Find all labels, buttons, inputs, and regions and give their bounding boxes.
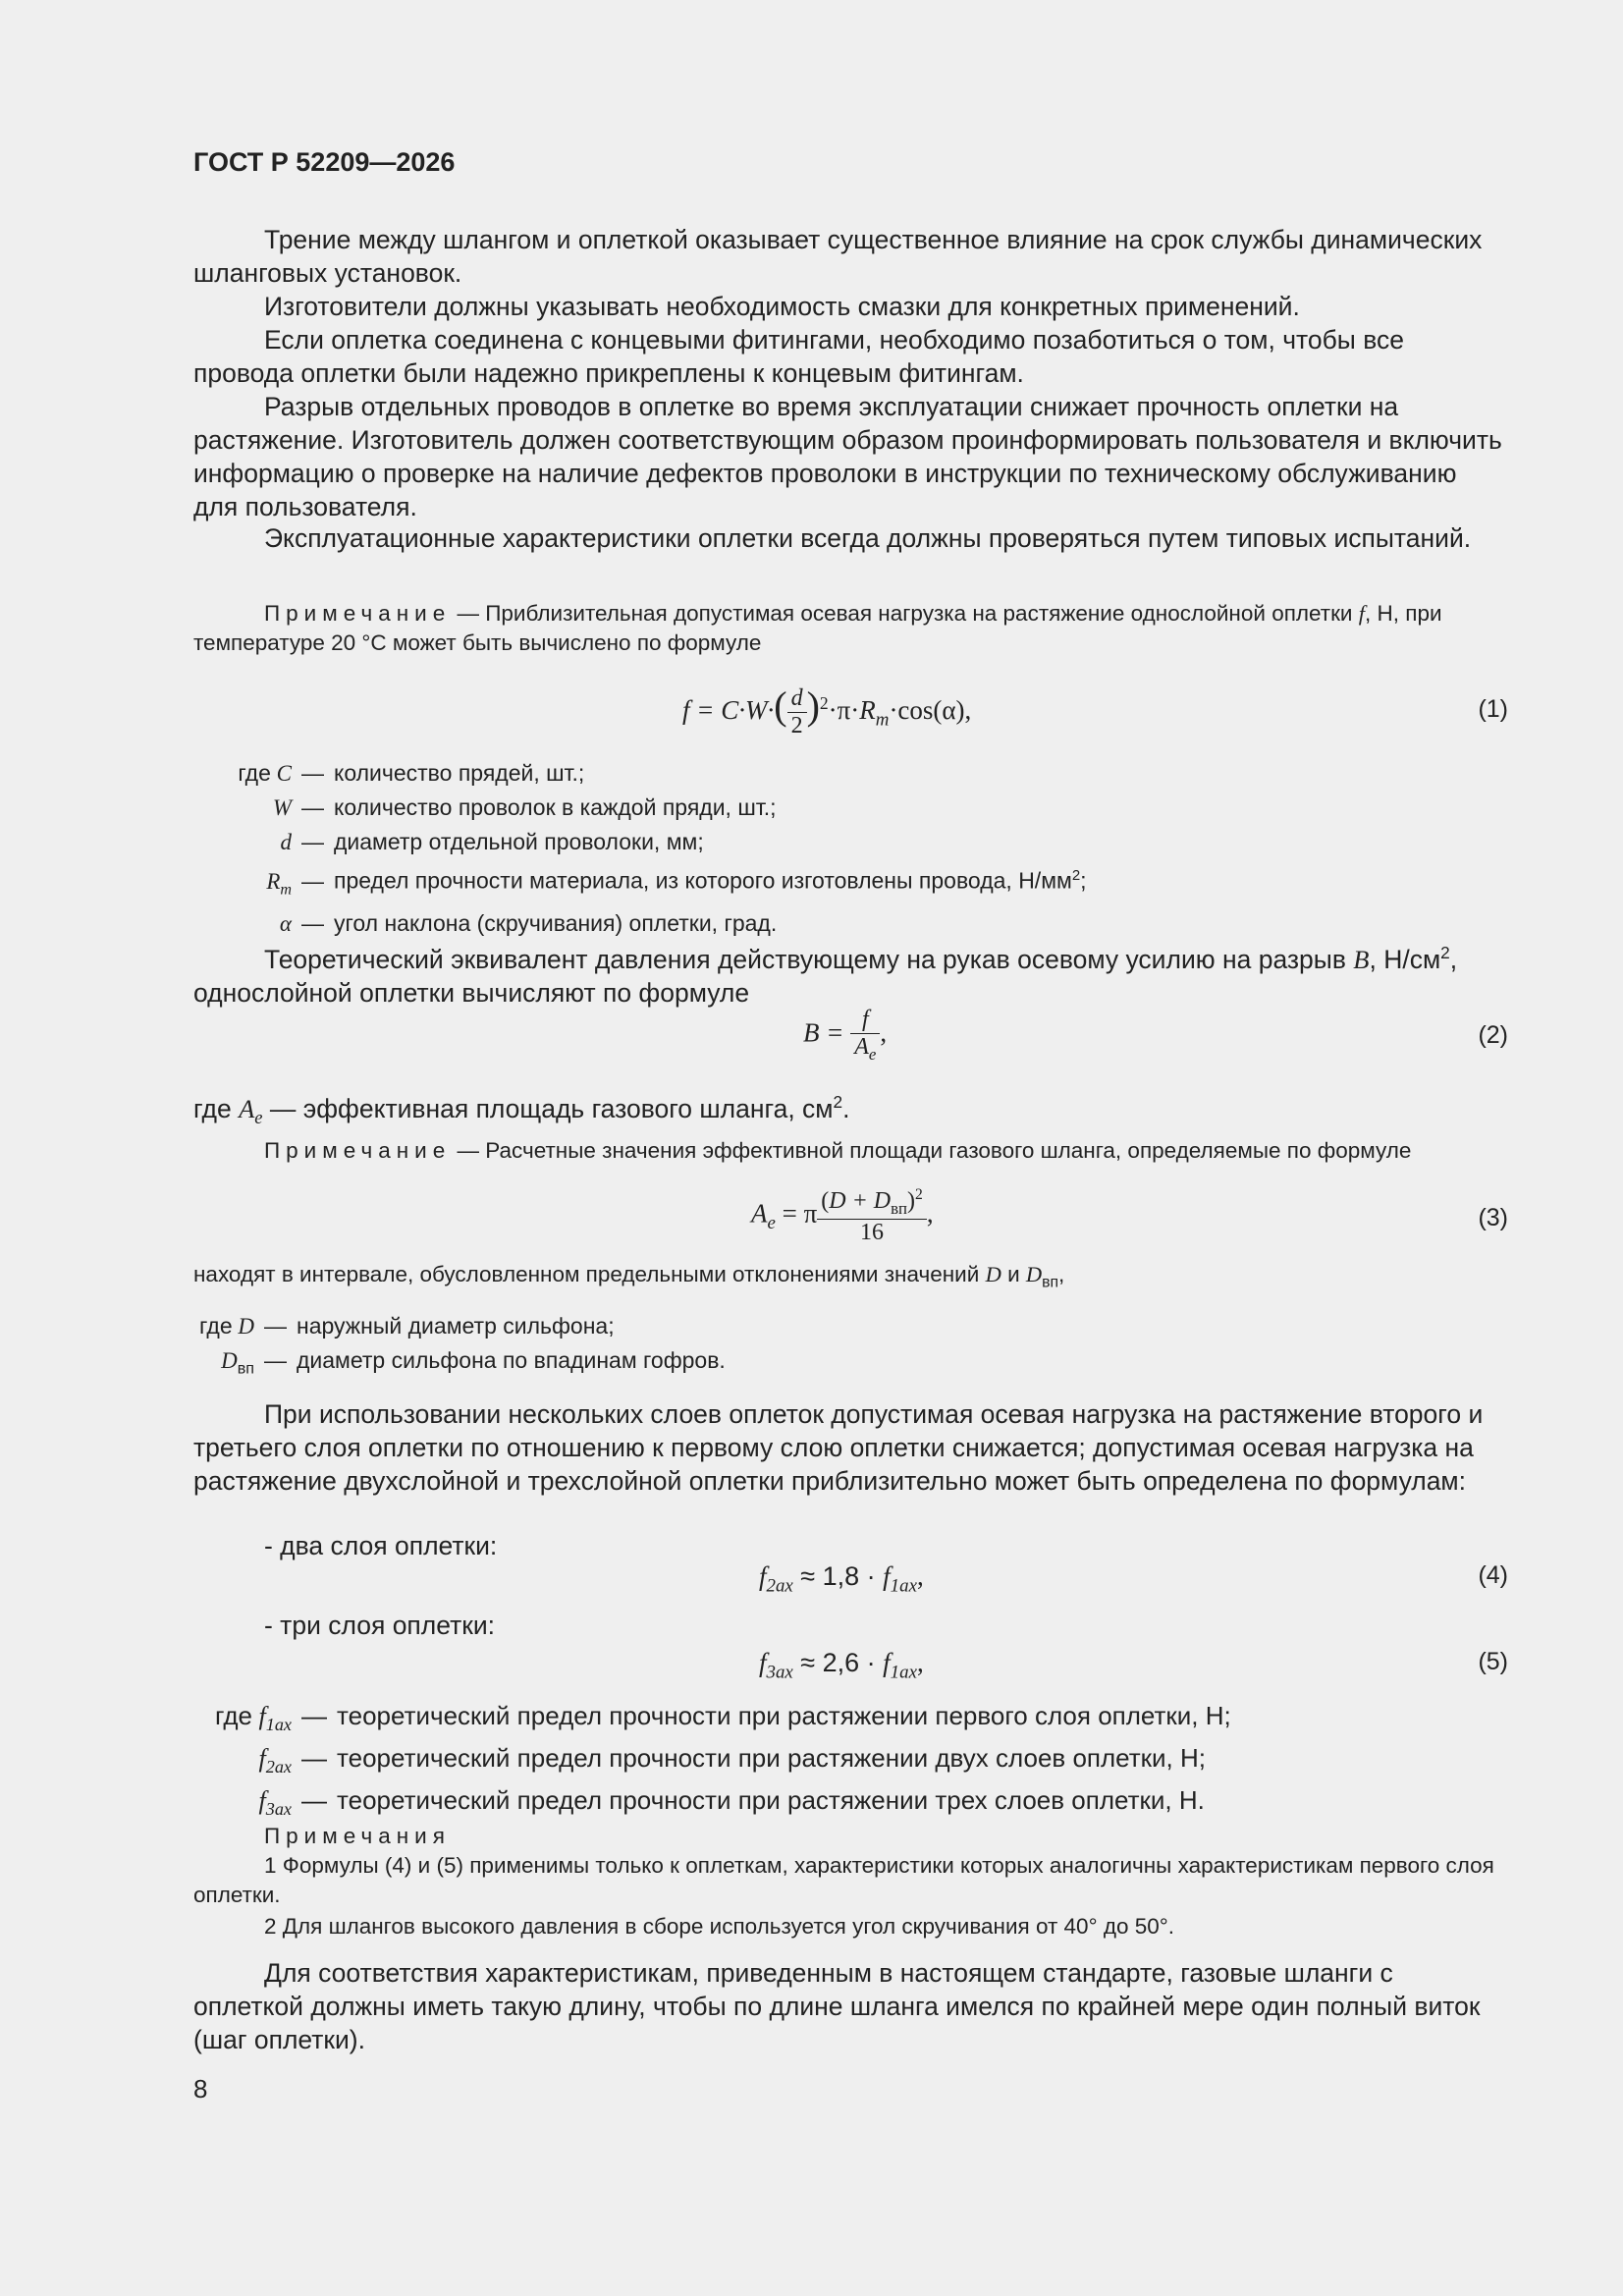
- formula-1-number: (1): [1478, 695, 1508, 723]
- legend-item: где D — наружный диаметр сильфона;: [199, 1313, 615, 1339]
- note-formula-1: Примечание — Приблизительная допустимая осевая нагрузка на растяжение однослойной оплетки f, Н, при температуре 20 °С может быть вычислено по формуле: [193, 601, 1442, 655]
- legend-item: где $f_{1ax}$ — теоретический предел прочности при растяжении первого слоя оплетки, Н;: [215, 1701, 1231, 1735]
- formula-4-number: (4): [1478, 1561, 1508, 1589]
- legend-formula-2: где $A_e$ — эффективная площадь газового шланга, $см^2$.: [193, 1092, 850, 1129]
- formula-2: B = $\frac{f}{A_e}$ ,: [803, 1007, 888, 1064]
- note-formula-3: Примечание — Расчетные значения эффективной площади газового шланга, определяемые по формуле: [264, 1138, 1412, 1163]
- paragraph-friction: Трение между шлангом и оплеткой оказывает существенное влияние на срок службы динамических шланговых установок.: [193, 225, 1483, 288]
- legend-formula-4-5: [193, 1699, 1231, 1827]
- legend-item: d — диаметр отдельной проволоки, мм;: [280, 829, 704, 854]
- formula-5: $f_{3ax} \approx 2,6 \cdot f_{1ax}$,: [759, 1648, 924, 1683]
- formula-3-number: (3): [1478, 1204, 1508, 1231]
- document-header: ГОСТ Р 52209—2026: [193, 147, 456, 177]
- legend-formula-3: [193, 1309, 726, 1386]
- legend-formula-1: [193, 756, 1087, 941]
- note-item-1: 1 Формулы (4) и (5) применимы только к оплеткам, характеристики которых аналогичны характеристикам первого слоя оплетки.: [193, 1853, 1494, 1907]
- legend-item: $f_{3ax}$ — теоретический предел прочности при растяжении трех слоев оплетки, Н.: [258, 1785, 1205, 1820]
- formula-1: f = C·W·( $\frac{d}{2}$ )$^2\cdot\pi\cdot R_m\cdot\cos(\alpha)$,: [682, 683, 972, 739]
- list-item-three-layers: - три слоя оплетки:: [264, 1611, 495, 1640]
- formula-2-number: (2): [1478, 1021, 1508, 1049]
- legend-item: где C — количество прядей, шт.;: [238, 760, 585, 786]
- paragraph-length-requirement: Для соответствия характеристикам, приведенным в настоящем стандарте, газовые шланги с оплеткой должны иметь такую длину, чтобы по длине шланга имелся по крайней мере один полный виток (шаг оплетки).: [193, 1958, 1481, 2054]
- legend-item: $D_{вп}$ — диаметр сильфона по впадинам гофров.: [221, 1347, 726, 1378]
- formula-5-number: (5): [1478, 1648, 1508, 1675]
- paragraph-lubrication: Изготовители должны указывать необходимость смазки для конкретных применений.: [264, 292, 1300, 321]
- note-label: Примечание: [264, 1138, 452, 1163]
- legend-item: $f_{2ax}$ — теоретический предел прочности при растяжении двух слоев оплетки, Н;: [258, 1743, 1207, 1777]
- list-item-two-layers: - два слоя оплетки:: [264, 1531, 498, 1560]
- paragraph-equivalent-pressure: Теоретический эквивалент давления действующему на рукав осевому усилию на разрыв B, $Н/см^2$, однослойной оплетки вычисляют по формуле: [193, 943, 1458, 1008]
- paragraph-type-tests: Эксплуатационные характеристики оплетки всегда должны проверяться путем типовых испытаний.: [264, 523, 1472, 553]
- note-item-2: 2 Для шлангов высокого давления в сборе используется угол скручивания от 40° до 50°.: [264, 1914, 1174, 1939]
- paragraph-wire-breakage: Разрыв отдельных проводов в оплетке во время эксплуатации снижает прочность оплетки на растяжение. Изготовитель должен соответствующим образом проинформировать пользователя и включить информацию о проверке на наличие дефектов проволоки в инструкции по техническому обслуживанию для пользователя.: [193, 392, 1502, 521]
- legend-item: α — угол наклона (скручивания) оплетки, град.: [279, 910, 778, 937]
- notes-label: Примечания: [264, 1824, 451, 1848]
- paragraph-end-fittings: Если оплетка соединена с концевыми фитингами, необходимо позаботиться о том, чтобы все провода оплетки были надежно прикреплены к концевым фитингам.: [193, 325, 1404, 388]
- legend-item: $R_m$ — предел прочности материала, из которого изготовлены провода, $Н/мм^2$;: [266, 867, 1087, 899]
- legend-item: W — количество проволок в каждой пряди, шт.;: [272, 794, 777, 820]
- note-interval: находят в интервале, обусловленном предельными отклонениями значений D и $D_{вп}$,: [193, 1262, 1065, 1291]
- formula-3: $A_e = \pi$ $\frac{(D + D_{вп})^2}{16}$ ,: [751, 1186, 934, 1245]
- paragraph-multilayer: При использовании нескольких слоев оплеток допустимая осевая нагрузка на растяжение второго и третьего слоя оплетки по отношению к первому слою оплетки снижается; допустимая осевая нагрузка на растяжение двухслойной и трехслойной оплетки приблизительно может быть определена по формулам:: [193, 1399, 1484, 1496]
- note-label: Примечание: [264, 601, 452, 626]
- page-number: 8: [193, 2074, 208, 2104]
- formula-4: $f_{2ax} \approx 1,8 \cdot f_{1ax}$,: [759, 1561, 924, 1597]
